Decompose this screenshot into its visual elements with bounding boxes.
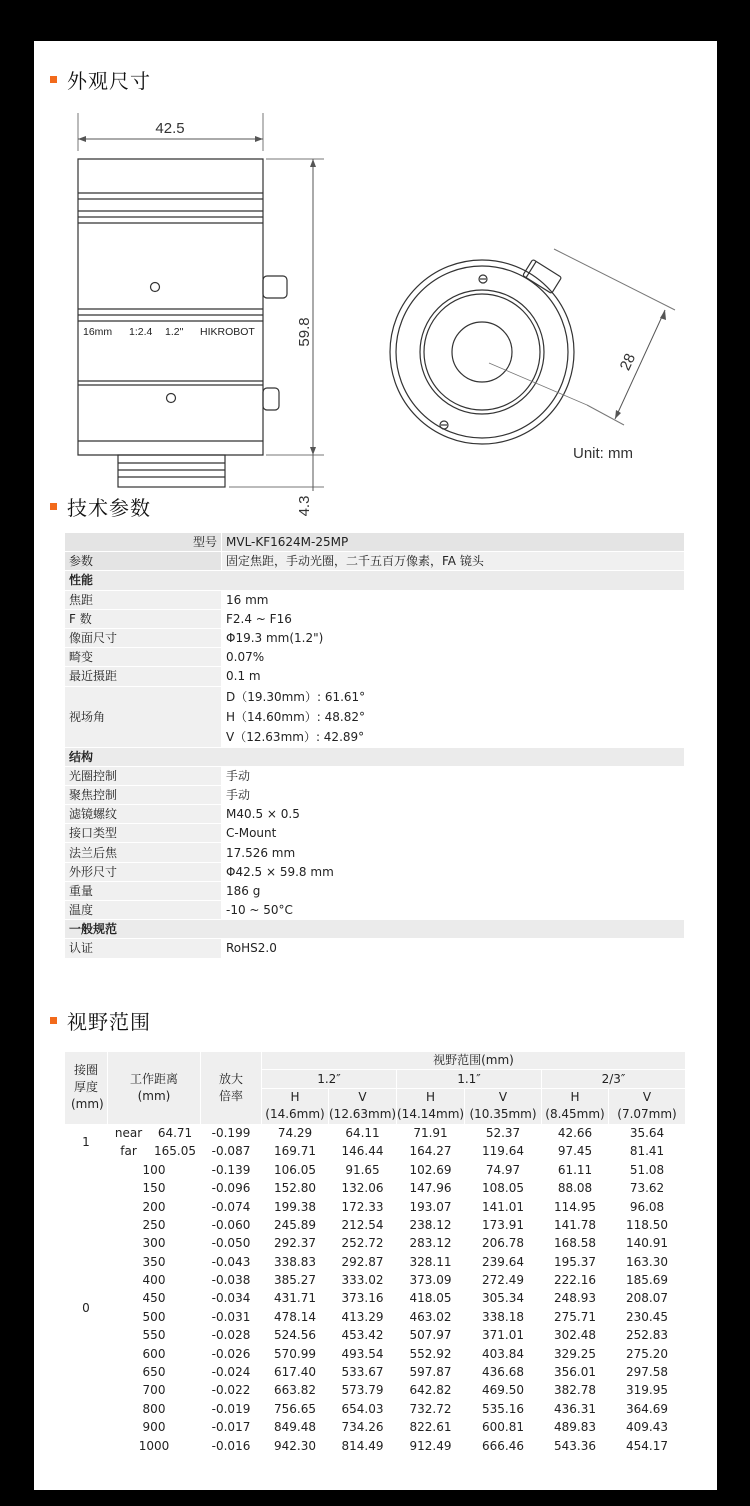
spec-value-line: D（19.30mm）: 61.61° — [226, 689, 366, 704]
fov-value: 275.71 — [542, 1308, 609, 1326]
section-title-fov: 视野范围 — [50, 1006, 151, 1035]
fov-mag: -0.096 — [201, 1179, 262, 1197]
spec-key: 畸变 — [65, 648, 222, 667]
spec-value-line: H（14.60mm）: 48.82° — [226, 709, 365, 724]
fov-value: 185.69 — [609, 1271, 686, 1289]
fov-distance: 100 — [108, 1161, 201, 1179]
fov-value: 146.44 — [329, 1143, 397, 1161]
fov-header-distance-text: 工作距离(mm) — [129, 1071, 178, 1103]
fov-mag: -0.019 — [201, 1400, 262, 1418]
spec-key: 光圈控制 — [65, 766, 222, 785]
fov-value: 169.71 — [262, 1143, 329, 1161]
fov-mag: -0.031 — [201, 1308, 262, 1326]
fov-value: 418.05 — [397, 1290, 465, 1308]
fov-value: 61.11 — [542, 1161, 609, 1179]
fov-sub-axis: H — [290, 1090, 300, 1105]
spec-table — [64, 532, 685, 959]
lens-side-view — [78, 159, 287, 487]
fov-value: 238.12 — [397, 1216, 465, 1234]
fov-value: 849.48 — [262, 1419, 329, 1437]
fov-value: 403.84 — [465, 1345, 542, 1363]
fov-distance: 200 — [108, 1198, 201, 1216]
fov-distance: 500 — [108, 1308, 201, 1326]
fov-row — [65, 1363, 686, 1381]
fov-value: 74.29 — [262, 1124, 329, 1142]
spec-param-value: 固定焦距，手动光圈，二千五百万像素，FA 镜头 — [222, 552, 685, 571]
fov-row — [65, 1235, 686, 1253]
fov-row — [65, 1253, 686, 1271]
fov-format-3: 2/3″ — [542, 1070, 686, 1088]
spec-value-line: Φ42.5 × 59.8 mm — [226, 864, 334, 879]
fov-mag: -0.022 — [201, 1382, 262, 1400]
fov-value: 493.54 — [329, 1345, 397, 1363]
fov-value: 97.45 — [542, 1143, 609, 1161]
spec-row — [65, 901, 685, 920]
fov-value: 292.87 — [329, 1253, 397, 1271]
fov-value: 173.91 — [465, 1216, 542, 1234]
spec-value — [222, 939, 685, 958]
fov-value: 140.91 — [609, 1235, 686, 1253]
fov-value: 666.46 — [465, 1437, 542, 1455]
lens-brand-marking: HIKROBOT — [200, 326, 255, 338]
fov-value: 385.27 — [262, 1271, 329, 1289]
fov-mag: -0.043 — [201, 1253, 262, 1271]
spec-group-row — [65, 920, 685, 939]
fov-value: 912.49 — [397, 1437, 465, 1455]
fov-value: 507.97 — [397, 1327, 465, 1345]
fov-sub-header — [465, 1088, 542, 1124]
fov-value: 230.45 — [609, 1308, 686, 1326]
fov-value: 172.33 — [329, 1198, 397, 1216]
fov-value: 413.29 — [329, 1308, 397, 1326]
fov-value: 147.96 — [397, 1179, 465, 1197]
fov-distance: 350 — [108, 1253, 201, 1271]
spec-value-line: C-Mount — [226, 826, 277, 841]
fov-row — [65, 1327, 686, 1345]
fov-sub-header — [609, 1088, 686, 1124]
fov-value: 252.83 — [609, 1327, 686, 1345]
fov-value: 942.30 — [262, 1437, 329, 1455]
orange-square-icon — [50, 76, 57, 83]
fov-value: 822.61 — [397, 1419, 465, 1437]
fov-value: 275.20 — [609, 1345, 686, 1363]
fov-ring-cell: 0 — [65, 1161, 108, 1455]
spec-value-line: RoHS2.0 — [226, 941, 277, 956]
fov-value: 51.08 — [609, 1161, 686, 1179]
fov-value: 305.34 — [465, 1290, 542, 1308]
fov-value: 734.26 — [329, 1419, 397, 1437]
fov-distance: 600 — [108, 1345, 201, 1363]
fov-value: 302.48 — [542, 1327, 609, 1345]
spec-value — [222, 590, 685, 609]
spec-key: 认证 — [65, 939, 222, 958]
fov-mag: -0.050 — [201, 1235, 262, 1253]
fov-ring-cell: 1 — [65, 1124, 108, 1161]
spec-row — [65, 609, 685, 628]
spec-key: 外形尺寸 — [65, 862, 222, 881]
fov-value: 272.49 — [465, 1271, 542, 1289]
spec-key: 接口类型 — [65, 824, 222, 843]
fov-value: 199.38 — [262, 1198, 329, 1216]
spec-group-row — [65, 747, 685, 766]
fov-value: 141.78 — [542, 1216, 609, 1234]
fov-value: 663.82 — [262, 1382, 329, 1400]
fov-distance: 150 — [108, 1179, 201, 1197]
fov-distance: 250 — [108, 1216, 201, 1234]
spec-value — [222, 628, 685, 647]
fov-value: 756.65 — [262, 1400, 329, 1418]
fov-value: 617.40 — [262, 1363, 329, 1381]
fov-value: 163.30 — [609, 1253, 686, 1271]
fov-header-ring-text: 接圈厚度(mm) — [71, 1063, 104, 1112]
spec-row-param — [65, 552, 685, 571]
fov-distance: 300 — [108, 1235, 201, 1253]
fov-distance-tag: near — [108, 1124, 150, 1142]
fov-sub-size: (8.45mm) — [545, 1107, 605, 1122]
fov-row — [65, 1161, 686, 1179]
fov-mag: -0.199 — [201, 1124, 262, 1142]
fov-sub-size: (14.6mm) — [265, 1107, 325, 1122]
spec-row — [65, 939, 685, 958]
fov-value: 96.08 — [609, 1198, 686, 1216]
fov-sub-axis: V — [358, 1090, 367, 1105]
spec-row — [65, 766, 685, 785]
fov-distance: 1000 — [108, 1437, 201, 1455]
section-title-appearance: 外观尺寸 — [50, 65, 151, 94]
fov-mag: -0.026 — [201, 1345, 262, 1363]
fov-value: 292.37 — [262, 1235, 329, 1253]
fov-value: 42.66 — [542, 1124, 609, 1142]
spec-value — [222, 785, 685, 804]
fov-value: 102.69 — [397, 1161, 465, 1179]
fov-value: 463.02 — [397, 1308, 465, 1326]
fov-header-mag-text: 放大倍率 — [218, 1071, 243, 1103]
fov-sub-axis: V — [498, 1090, 508, 1105]
fov-value: 222.16 — [542, 1271, 609, 1289]
fov-value: 239.64 — [465, 1253, 542, 1271]
spec-value — [222, 805, 685, 824]
fov-sub-axis: H — [425, 1090, 436, 1105]
spec-key: F 数 — [65, 609, 222, 628]
fov-distance: 800 — [108, 1400, 201, 1418]
fov-value: 73.62 — [609, 1179, 686, 1197]
spec-value — [222, 881, 685, 900]
fov-value: 436.68 — [465, 1363, 542, 1381]
spec-value — [222, 824, 685, 843]
fov-row — [65, 1345, 686, 1363]
fov-value: 132.06 — [329, 1179, 397, 1197]
spec-value-line: 0.07% — [226, 650, 265, 665]
spec-value-line: -10 ~ 50°C — [226, 903, 293, 918]
spec-row — [65, 862, 685, 881]
spec-key: 滤镜螺纹 — [65, 805, 222, 824]
fov-sub-size: (10.35mm) — [469, 1107, 537, 1122]
spec-key: 像面尺寸 — [65, 628, 222, 647]
spec-row — [65, 590, 685, 609]
fov-value: 338.18 — [465, 1308, 542, 1326]
spec-param-label: 参数 — [65, 552, 222, 571]
fov-value: 454.17 — [609, 1437, 686, 1455]
spec-value-line: M40.5 × 0.5 — [226, 807, 300, 822]
fov-value: 338.83 — [262, 1253, 329, 1271]
fov-value: 642.82 — [397, 1382, 465, 1400]
spec-row — [65, 805, 685, 824]
fov-row — [65, 1290, 686, 1308]
fov-value: 118.50 — [609, 1216, 686, 1234]
spec-value — [222, 766, 685, 785]
fov-distance: 400 — [108, 1271, 201, 1289]
fov-format-1: 1.2″ — [262, 1070, 397, 1088]
fov-value: 152.80 — [262, 1179, 329, 1197]
fov-value: 114.95 — [542, 1198, 609, 1216]
spec-group-row — [65, 571, 685, 590]
fov-mag: -0.028 — [201, 1327, 262, 1345]
fov-row — [65, 1382, 686, 1400]
orange-square-icon — [50, 1017, 57, 1024]
fov-distance: 450 — [108, 1290, 201, 1308]
fov-row — [65, 1198, 686, 1216]
fov-distance: 165.05 — [150, 1143, 201, 1161]
dim-mount-label: 4.3 — [296, 495, 313, 517]
fov-value: 91.65 — [329, 1161, 397, 1179]
fov-mag: -0.024 — [201, 1363, 262, 1381]
fov-mag: -0.074 — [201, 1198, 262, 1216]
fov-row — [65, 1271, 686, 1289]
fov-value: 364.69 — [609, 1400, 686, 1418]
fov-value: 552.92 — [397, 1345, 465, 1363]
fov-value: 543.36 — [542, 1437, 609, 1455]
spec-model-value: MVL-KF1624M-25MP — [222, 533, 685, 552]
fov-value: 195.37 — [542, 1253, 609, 1271]
fov-header-ring — [65, 1052, 108, 1125]
spec-key: 聚焦控制 — [65, 785, 222, 804]
fov-value: 119.64 — [465, 1143, 542, 1161]
fov-table — [64, 1051, 686, 1456]
spec-row — [65, 785, 685, 804]
fov-value: 453.42 — [329, 1327, 397, 1345]
fov-value: 409.43 — [609, 1419, 686, 1437]
fov-distance: 700 — [108, 1382, 201, 1400]
fov-value: 478.14 — [262, 1308, 329, 1326]
fov-sub-axis: H — [570, 1090, 580, 1105]
fov-value: 52.37 — [465, 1124, 542, 1142]
fov-sub-header — [397, 1088, 465, 1124]
fov-value: 814.49 — [329, 1437, 397, 1455]
fov-value: 245.89 — [262, 1216, 329, 1234]
spec-value-line: 16 mm — [226, 592, 269, 607]
spec-value — [222, 667, 685, 686]
fov-value: 168.58 — [542, 1235, 609, 1253]
fov-mag: -0.038 — [201, 1271, 262, 1289]
fov-value: 570.99 — [262, 1345, 329, 1363]
fov-distance: 64.71 — [150, 1124, 201, 1142]
fov-value: 297.58 — [609, 1363, 686, 1381]
fov-mag: -0.017 — [201, 1419, 262, 1437]
fov-value: 248.93 — [542, 1290, 609, 1308]
spec-value-line: 17.526 mm — [226, 845, 296, 860]
fov-value: 141.01 — [465, 1198, 542, 1216]
fov-mag: -0.060 — [201, 1216, 262, 1234]
dim-width-label: 42.5 — [155, 120, 185, 137]
spec-key: 重量 — [65, 881, 222, 900]
spec-row-model — [65, 533, 685, 552]
fov-distance: 650 — [108, 1363, 201, 1381]
fov-sub-size: (7.07mm) — [617, 1107, 677, 1122]
spec-value-line: 手动 — [226, 768, 251, 783]
dim-length-label: 59.8 — [296, 317, 313, 347]
fov-value: 431.71 — [262, 1290, 329, 1308]
fov-mag: -0.016 — [201, 1437, 262, 1455]
fov-value: 106.05 — [262, 1161, 329, 1179]
fov-row — [65, 1400, 686, 1418]
fov-value: 319.95 — [609, 1382, 686, 1400]
fov-value: 208.07 — [609, 1290, 686, 1308]
product-sheet — [34, 41, 717, 1490]
fov-value: 371.01 — [465, 1327, 542, 1345]
spec-row — [65, 824, 685, 843]
fov-value: 535.16 — [465, 1400, 542, 1418]
spec-value — [222, 648, 685, 667]
fov-value: 333.02 — [329, 1271, 397, 1289]
fov-value: 108.05 — [465, 1179, 542, 1197]
fov-value: 164.27 — [397, 1143, 465, 1161]
spec-key: 温度 — [65, 901, 222, 920]
fov-distance: 550 — [108, 1327, 201, 1345]
spec-group-title: 性能 — [65, 571, 685, 590]
spec-row — [65, 843, 685, 862]
fov-mag: -0.034 — [201, 1290, 262, 1308]
fov-row — [65, 1124, 686, 1142]
spec-value — [222, 843, 685, 862]
fov-distance: 900 — [108, 1419, 201, 1437]
spec-row — [65, 628, 685, 647]
fov-value: 600.81 — [465, 1419, 542, 1437]
fov-value: 328.11 — [397, 1253, 465, 1271]
spec-value — [222, 609, 685, 628]
spec-value-line: 186 g — [226, 883, 261, 898]
fov-value: 533.67 — [329, 1363, 397, 1381]
spec-key: 最近摄距 — [65, 667, 222, 686]
fov-sub-axis: V — [642, 1090, 652, 1105]
fov-value: 524.56 — [262, 1327, 329, 1345]
fov-mag: -0.087 — [201, 1143, 262, 1161]
fov-row — [65, 1308, 686, 1326]
fov-value: 81.41 — [609, 1143, 686, 1161]
fov-sub-size: (12.63mm) — [329, 1107, 397, 1122]
fov-value: 469.50 — [465, 1382, 542, 1400]
fov-sub-size: (14.14mm) — [397, 1107, 465, 1122]
spec-value — [222, 901, 685, 920]
fov-value: 373.16 — [329, 1290, 397, 1308]
spec-value-line: V（12.63mm）: 42.89° — [226, 729, 365, 744]
spec-group-title: 一般规范 — [65, 920, 685, 939]
spec-value-line: Φ19.3 mm(1.2") — [226, 631, 324, 646]
fov-row — [65, 1216, 686, 1234]
fov-value: 74.97 — [465, 1161, 542, 1179]
fov-header-range: 视野范围(mm) — [262, 1052, 686, 1070]
fov-value: 329.25 — [542, 1345, 609, 1363]
fov-header-distance — [108, 1052, 201, 1125]
fov-value: 206.78 — [465, 1235, 542, 1253]
spec-key: 焦距 — [65, 590, 222, 609]
fov-row — [65, 1437, 686, 1455]
fov-value: 193.07 — [397, 1198, 465, 1216]
fov-row — [65, 1143, 686, 1161]
fov-mag: -0.139 — [201, 1161, 262, 1179]
fov-value: 64.11 — [329, 1124, 397, 1142]
fov-row — [65, 1419, 686, 1437]
fov-value: 71.91 — [397, 1124, 465, 1142]
fov-value: 283.12 — [397, 1235, 465, 1253]
spec-model-label: 型号 — [65, 533, 222, 552]
spec-row — [65, 881, 685, 900]
spec-value-line: F2.4 ~ F16 — [226, 611, 292, 626]
fov-value: 382.78 — [542, 1382, 609, 1400]
spec-value — [222, 686, 685, 747]
spec-key: 视场角 — [65, 686, 222, 747]
fov-value: 35.64 — [609, 1124, 686, 1142]
spec-group-title: 结构 — [65, 747, 685, 766]
fov-distance-tag: far — [108, 1143, 150, 1161]
fov-value: 654.03 — [329, 1400, 397, 1418]
fov-value: 252.72 — [329, 1235, 397, 1253]
fov-value: 732.72 — [397, 1400, 465, 1418]
fov-header-mag — [201, 1052, 262, 1125]
lens-aperture-marking: 1:2.4 — [129, 326, 153, 338]
fov-sub-header — [329, 1088, 397, 1124]
lens-front-view — [390, 259, 574, 444]
spec-key: 法兰后焦 — [65, 843, 222, 862]
spec-row — [65, 667, 685, 686]
spec-value-line: 手动 — [226, 787, 251, 802]
fov-sub-header — [262, 1088, 329, 1124]
spec-row — [65, 648, 685, 667]
spec-row — [65, 686, 685, 747]
fov-sub-header — [542, 1088, 609, 1124]
unit-label: Unit: mm — [573, 445, 633, 462]
fov-value: 356.01 — [542, 1363, 609, 1381]
fov-value: 573.79 — [329, 1382, 397, 1400]
spec-value-line: 0.1 m — [226, 669, 261, 684]
dim-knob-label: 28 — [616, 350, 640, 374]
section-title-specs: 技术参数 — [50, 492, 151, 521]
fov-row — [65, 1179, 686, 1197]
fov-value: 436.31 — [542, 1400, 609, 1418]
fov-value: 88.08 — [542, 1179, 609, 1197]
fov-value: 597.87 — [397, 1363, 465, 1381]
lens-focal-marking: 16mm — [83, 326, 113, 338]
orange-square-icon — [50, 503, 57, 510]
fov-value: 373.09 — [397, 1271, 465, 1289]
spec-value — [222, 862, 685, 881]
fov-value: 212.54 — [329, 1216, 397, 1234]
fov-value: 489.83 — [542, 1419, 609, 1437]
lens-format-marking: 1.2" — [165, 326, 184, 338]
fov-format-2: 1.1″ — [397, 1070, 542, 1088]
